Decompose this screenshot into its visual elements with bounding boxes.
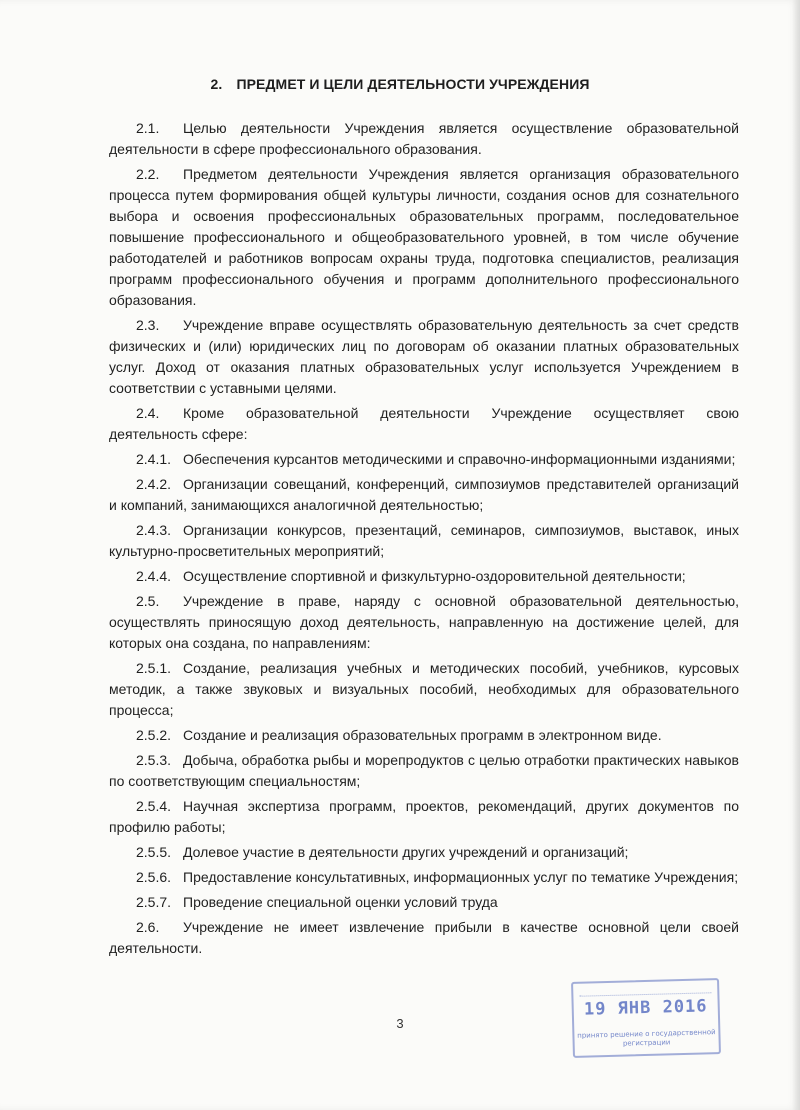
- paragraph-2-4-1: [109, 449, 739, 470]
- paragraph-2-5-5: [109, 842, 739, 863]
- paragraph-2-4: [109, 403, 739, 445]
- paragraph-text: Научная экспертиза программ, проектов, рекомендаций, других документов по профилю работы;: [109, 798, 739, 835]
- paragraph-text: Проведение специальной оценки условий труда: [183, 894, 498, 910]
- paragraph-2-5-7: [109, 892, 739, 913]
- paragraph-number: 2.4.1.: [136, 451, 172, 467]
- paragraph-text: Обеспечения курсантов методическими и справочно-информационными изданиями;: [183, 451, 736, 467]
- registration-stamp: [571, 978, 721, 1058]
- paragraph-text: Целью деятельности Учреждения является осуществление образовательной деятельности в сфере профессионального образования.: [109, 120, 739, 157]
- paragraph-number: 2.4.4.: [136, 568, 172, 584]
- paragraph-number: 2.3.: [136, 317, 160, 333]
- paragraph-text: Организации совещаний, конференций, симпозиумов представителей организаций и компаний, занимающихся аналогичной деятельностью;: [109, 476, 739, 513]
- paragraph-text: Учреждение в праве, наряду с основной образовательной деятельностью, осуществлять приносящую доход деятельность, направленную на достижение целей, для которых она создана, по направлениям:: [109, 593, 739, 651]
- paragraph-number: 2.5.2.: [136, 727, 172, 743]
- paragraph-2-4-4: [109, 566, 739, 587]
- paragraph-2-5-4: [109, 796, 739, 838]
- paragraph-2-6: [109, 917, 739, 959]
- stamp-text: принято решение о государственной регистрации: [577, 1028, 716, 1048]
- paragraph-2-5-1: [109, 658, 739, 721]
- paragraph-text: Учреждение не имеет извлечение прибыли в качестве основной цели своей деятельности.: [109, 919, 739, 956]
- paragraph-number: 2.5.3.: [136, 752, 172, 768]
- paragraph-number: 2.5.6.: [136, 869, 172, 885]
- section-title: 2. ПРЕДМЕТ И ЦЕЛИ ДЕЯТЕЛЬНОСТИ УЧРЕЖДЕНИЯ: [210, 76, 590, 92]
- page-number: 3: [396, 1016, 404, 1031]
- stamp-header-line: [579, 986, 711, 996]
- stamp-date: 19 ЯНВ 2016: [583, 996, 708, 1020]
- paragraph-2-5-2: [109, 725, 739, 746]
- paragraph-2-5-6: [109, 867, 739, 888]
- paragraph-number: 2.4.3.: [136, 522, 172, 538]
- paragraph-number: 2.5.1.: [136, 660, 172, 676]
- paragraph-text: Долевое участие в деятельности других учреждений и организаций;: [183, 844, 629, 860]
- page-edge-shadow: [792, 0, 800, 1110]
- paragraph-2-2: [109, 164, 739, 311]
- paragraph-number: 2.6.: [136, 919, 160, 935]
- paragraph-2-5-3: [109, 750, 739, 792]
- paragraph-text: Предоставление консультативных, информационных услуг по тематике Учреждения;: [183, 869, 739, 885]
- paragraph-number: 2.5.7.: [136, 894, 172, 910]
- paragraph-2-4-3: [109, 520, 739, 562]
- paragraph-text: Кроме образовательной деятельности Учреждение осуществляет свою деятельность сфере:: [109, 405, 739, 442]
- paragraph-text: Создание, реализация учебных и методических пособий, учебников, курсовых методик, а также звуковых и визуальных пособий, необходимых для образовательного процесса;: [109, 660, 739, 718]
- paragraph-number: 2.1.: [136, 120, 160, 136]
- document-body: [109, 118, 739, 963]
- paragraph-text: Предметом деятельности Учреждения является организация образовательного процесса путем формирования общей культуры личности, создания основ для сознательного выбора и освоения профессиональных образовательных программ, последовательное повышение профессионального и общеобразовательного уровней, в том числе обучение работодателей и работников вопросам охраны труда, подготовка специалистов, реализация программ профессионального обучения и программ дополнительного профессионального образования.: [109, 166, 739, 308]
- paragraph-text: Учреждение вправе осуществлять образовательную деятельность за счет средств физических и (или) юридических лиц по договорам об оказании платных образовательных услуг. Доход от оказания платных образовательных услуг используется Учреждением в соответствии с уставными целями.: [109, 317, 739, 396]
- paragraph-number: 2.4.2.: [136, 476, 172, 492]
- paragraph-number: 2.4.: [136, 405, 160, 421]
- paragraph-2-5: [109, 591, 739, 654]
- paragraph-2-3: [109, 315, 739, 399]
- paragraph-number: 2.5.4.: [136, 798, 172, 814]
- paragraph-2-4-2: [109, 474, 739, 516]
- paragraph-number: 2.2.: [136, 166, 160, 182]
- paragraph-text: Создание и реализация образовательных программ в электронном виде.: [183, 727, 662, 743]
- paragraph-text: Добыча, обработка рыбы и морепродуктов с целью отработки практических навыков по соответствующим специальностям;: [109, 752, 739, 789]
- paragraph-number: 2.5.: [136, 593, 160, 609]
- paragraph-text: Осуществление спортивной и физкультурно-оздоровительной деятельности;: [183, 568, 686, 584]
- paragraph-number: 2.5.5.: [136, 844, 172, 860]
- paragraph-text: Организации конкурсов, презентаций, семинаров, симпозиумов, выставок, иных культурно-просветительных мероприятий;: [109, 522, 739, 559]
- paragraph-2-1: [109, 118, 739, 160]
